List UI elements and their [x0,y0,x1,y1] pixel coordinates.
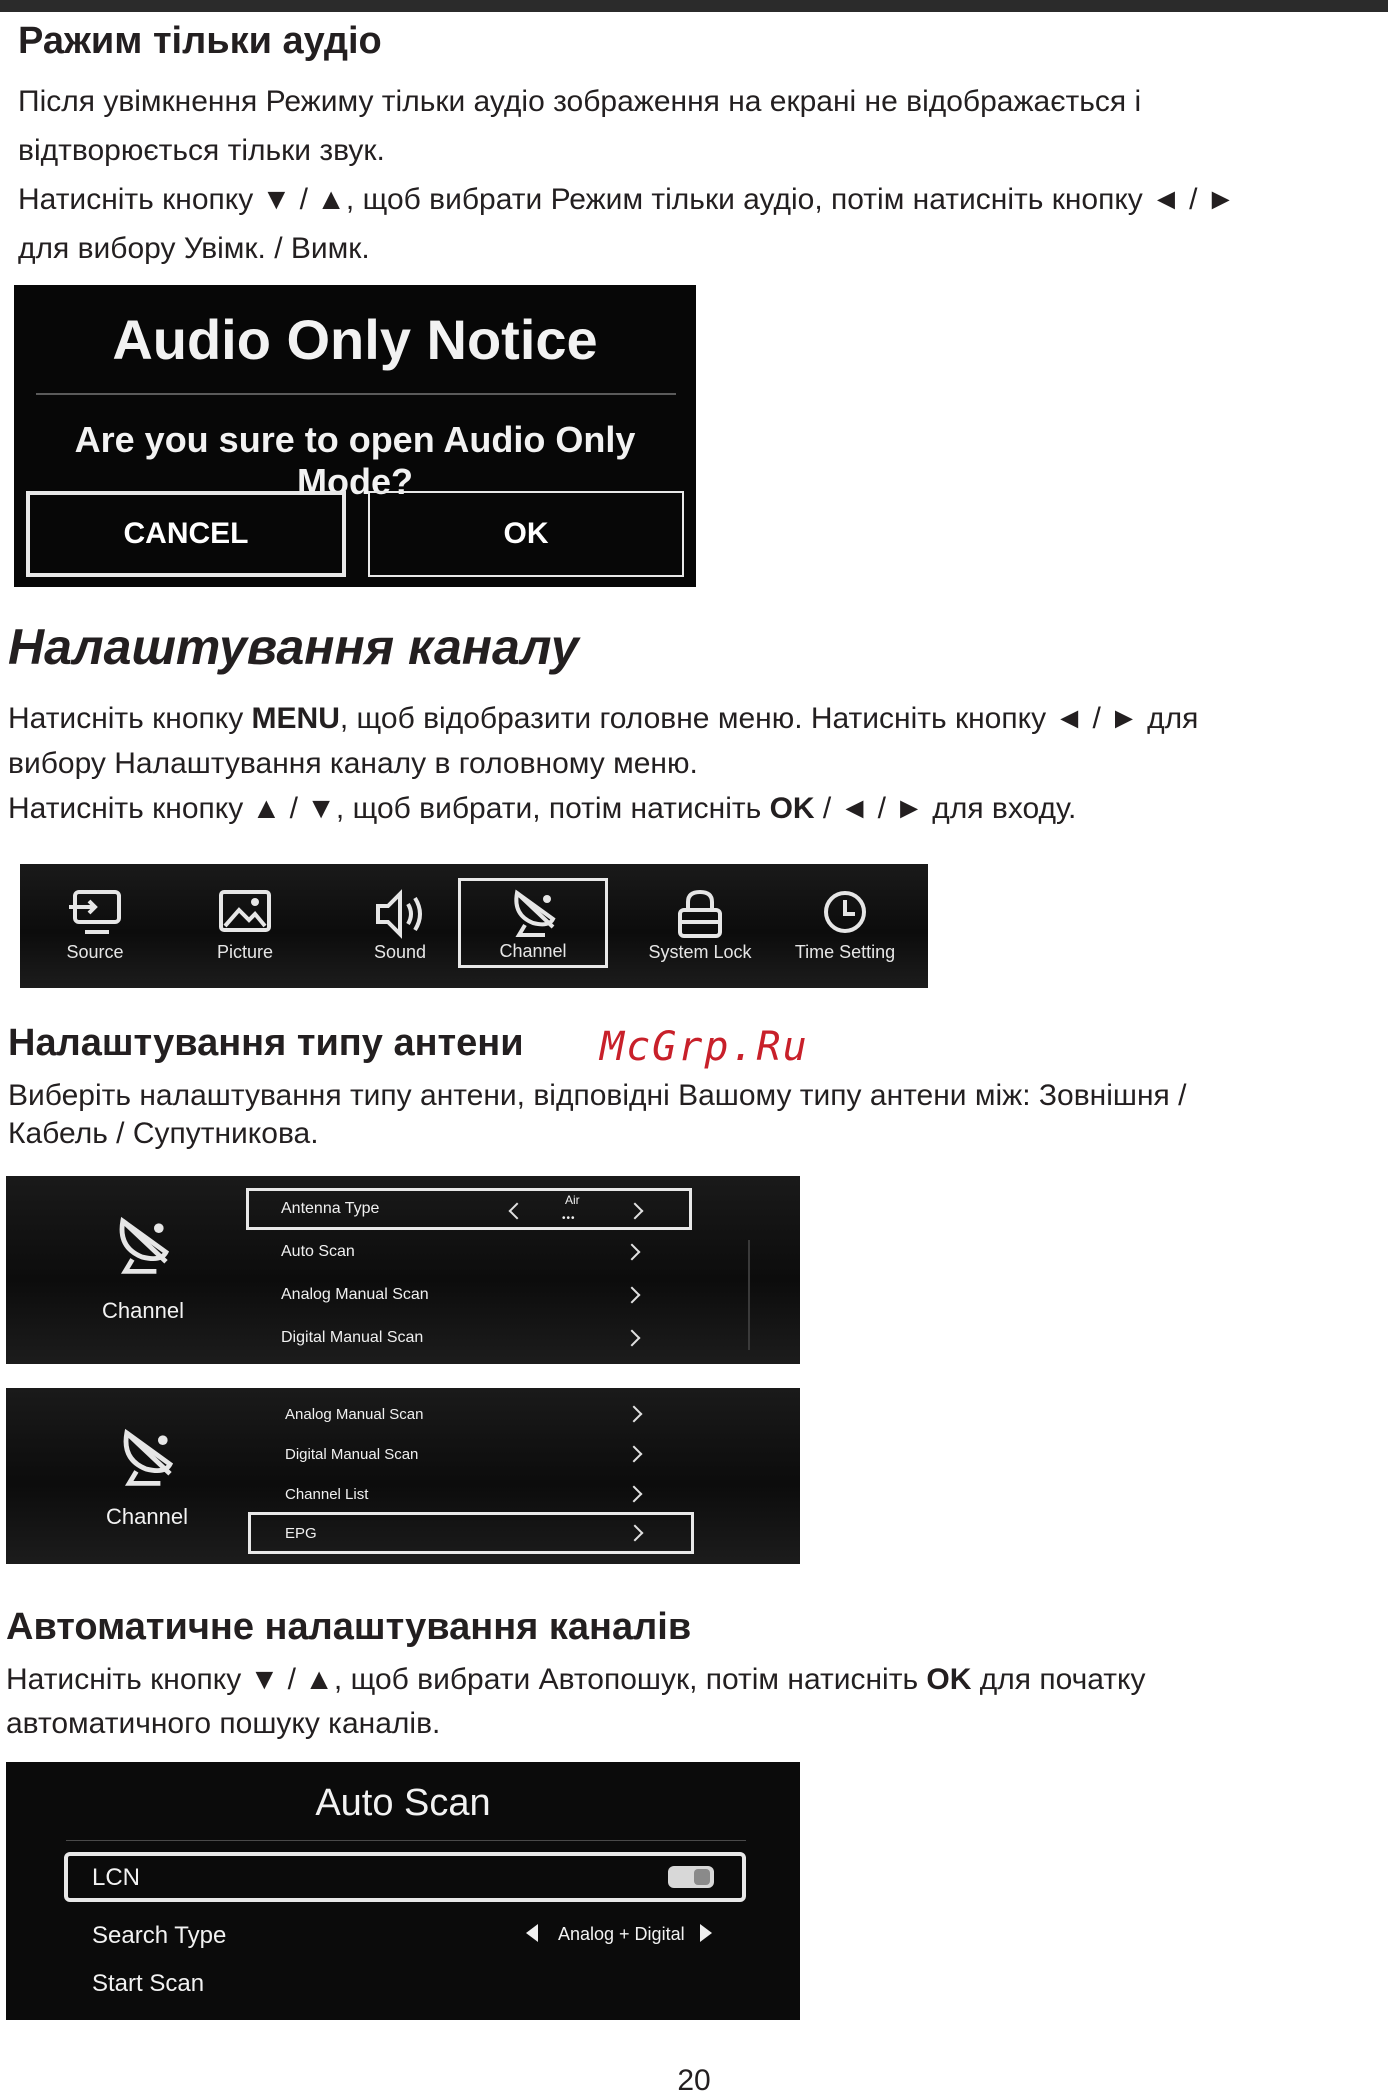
cancel-button[interactable]: CANCEL [26,491,346,577]
paragraph-line [8,785,1076,833]
channel-menu-antenna [6,1176,800,1364]
audio-only-dialog [14,285,696,587]
text: Натисніть кнопку [8,702,252,735]
row-label: Digital Manual Scan [281,1329,424,1346]
section-title-auto-scan: Автоматичне налаштування каналів [6,1606,692,1648]
menu-item-label: System Lock [648,942,752,962]
chevron-right-icon [624,1244,641,1261]
chevron-right-icon [624,1330,641,1347]
paragraph-line [8,695,1198,743]
analog-manual-scan-row[interactable] [250,1396,690,1432]
divider [66,1840,746,1841]
text-bold: MENU [251,702,340,735]
lcn-label: LCN [92,1864,141,1891]
row-label: Antenna Type [281,1200,380,1217]
lcn-toggle[interactable] [668,1866,714,1888]
row-label: Channel List [285,1485,369,1503]
paragraph-line: для вибору Увімк. / Вимк. [18,232,370,265]
menu-item-source[interactable] [20,882,170,968]
chevron-right-icon[interactable] [627,1203,644,1220]
text: , щоб відобразити головне меню. Натисніть кнопку ◄ / ► для [339,702,1199,735]
section-title-antenna-type: Налаштування типу антени [8,1022,524,1064]
section-title-channel-setup: Налаштування каналу [8,619,579,675]
menu-item-label: Time Setting [794,942,896,962]
paragraph-line: Виберіть налаштування типу антени, відповідні Вашому типу антени між: Зовнішня / [8,1079,1187,1112]
section-title-audio-only: Ражим тільки аудіо [18,20,382,62]
search-type-value: Analog + Digital [558,1924,685,1944]
paragraph-line: Після увімкнення Режиму тільки аудіо зображення на екрані не відображається і [18,85,1142,118]
chevron-right-icon [626,1406,643,1423]
speaker-icon [370,888,430,940]
digital-manual-scan-row[interactable] [250,1436,690,1472]
menu-item-label: Picture [216,942,274,962]
dialog-divider [36,393,676,395]
chevron-right-icon [624,1287,641,1304]
arrow-right-icon[interactable] [700,1924,712,1942]
text-bold: OK [769,792,815,825]
source-icon [65,888,125,940]
menu-item-label: Channel [499,941,567,961]
row-label: Digital Manual Scan [285,1445,419,1463]
auto-scan-title: Auto Scan [315,1782,491,1824]
satellite-dish-icon [106,1210,178,1280]
picture-icon [215,888,275,940]
clock-icon [815,888,875,940]
main-menu-bar [20,864,928,988]
page-number: 20 [677,2064,711,2097]
text: Натисніть кнопку ▲ / ▼, щоб вибрати, потім натисніть [8,792,770,825]
dialog-question: Are you sure to open Audio Only Mode? [74,419,636,502]
top-border [0,0,1388,12]
menu-item-system-lock[interactable] [625,882,775,968]
menu-item-channel[interactable] [458,878,608,968]
menu-item-label: Sound [373,942,427,962]
channel-menu-epg [6,1388,800,1564]
chevron-right-icon [626,1486,643,1503]
antenna-value: Air [565,1193,580,1207]
dialog-title: Audio Only Notice [112,308,598,371]
toggle-knob [694,1869,710,1885]
scrollbar[interactable] [748,1240,750,1350]
watermark: McGrp.Ru [600,1024,809,1070]
menu-item-label: Source [66,942,124,962]
auto-scan-screen [6,1762,800,2020]
satellite-dish-icon [110,1422,182,1492]
paragraph-line: відтворюється тільки звук. [18,134,385,167]
arrow-left-icon[interactable] [526,1924,538,1942]
row-label: EPG [285,1524,317,1542]
satellite-dish-icon [503,887,563,939]
channel-label: Channel [102,1298,184,1323]
menu-item-picture[interactable] [170,882,320,968]
paragraph-line [6,1656,1145,1704]
start-scan-item[interactable]: Start Scan [92,1970,205,1997]
channel-list-row[interactable] [250,1476,690,1512]
auto-scan-row[interactable] [246,1234,686,1270]
antenna-type-row[interactable] [246,1188,692,1230]
search-type-label: Search Type [92,1922,227,1949]
text: Натисніть кнопку ▼ / ▲, щоб вибрати Автопошук, потім натисніть [6,1663,927,1696]
text: / ◄ / ► для входу. [814,792,1077,825]
channel-label: Channel [106,1504,188,1529]
ok-button[interactable]: OK [368,491,684,577]
lock-icon [670,888,730,940]
chevron-right-icon [627,1525,644,1542]
chevron-right-icon [626,1446,643,1463]
epg-row[interactable] [248,1512,694,1554]
text-bold: OK [926,1663,972,1696]
paragraph-line: вибору Налаштування каналу в головному меню. [8,747,698,780]
row-label: Analog Manual Scan [281,1286,429,1303]
paragraph-line: Кабель / Супутникова. [8,1117,319,1150]
paragraph-line: Натисніть кнопку ▼ / ▲, щоб вибрати Режим тільки аудіо, потім натисніть кнопку ◄ / ► [18,183,1236,216]
text: для початку [971,1663,1146,1696]
digital-manual-scan-row[interactable] [246,1320,686,1356]
row-label: Analog Manual Scan [285,1405,424,1423]
paragraph-line: автоматичного пошуку каналів. [6,1707,441,1740]
chevron-left-icon[interactable] [509,1203,526,1220]
lcn-row[interactable] [64,1852,746,1902]
row-label: Auto Scan [281,1243,355,1260]
page-dots: ••• [562,1213,576,1224]
analog-manual-scan-row[interactable] [246,1277,686,1313]
menu-item-time-setting[interactable] [770,882,920,968]
menu-item-sound[interactable] [325,882,475,968]
